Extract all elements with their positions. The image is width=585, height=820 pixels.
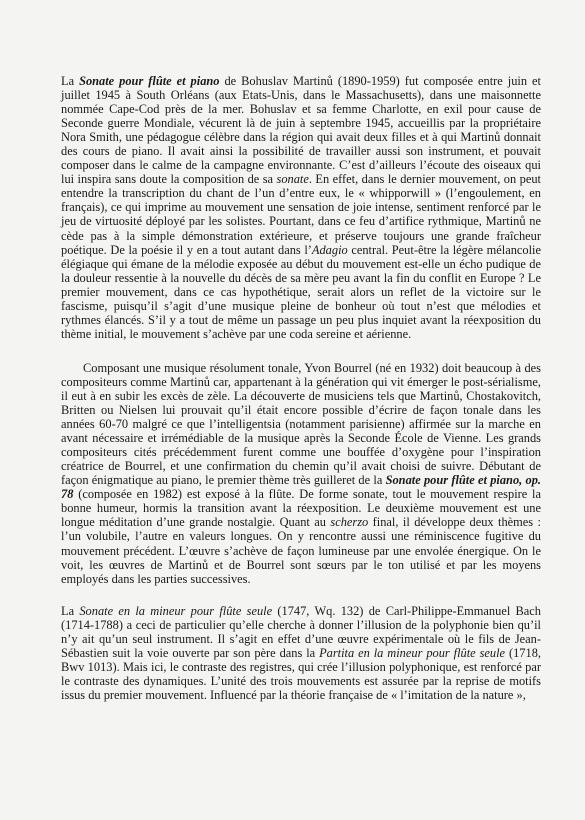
work-title-bach-sonata: Sonate en la mineur pour flûte seule (79, 603, 273, 618)
work-title-bach-partita: Partita en la mineur pour flûte seule (319, 645, 506, 660)
text-segment: de Bohuslav Martinů (1890-1959) fut composée entre juin et juillet 1945 à South Orléans (aux Etats-Unis, dans le Massachusetts), dans une maisonnette nommée Cape-Cod près de la mer. Bohuslav et sa femme Charlotte, en exil pour cause de Seconde guerre Mondiale, vécurent là de juin à septembre 1945, accueillis par la propriétaire Nora Smith, une pédagogue célèbre dans la région qui avait deux filles et à qui Martinů donnait des cours de piano. Il avait ainsi la possibilité de travailler aussi son instrument, et pouvait composer dans le calme de la campagne environnante. C’est d’ailleurs l’écoute des oiseaux qui lui inspira sans doute la composition de sa (61, 74, 541, 187)
text-segment: (composée en 1982) est exposé à la flûte. De forme sonate, tout le mouvement respire la bonne humeur, hormis la transition avant la réexposition. Le deuxième mouvement est une longue méditation d’une grande nostalgie. Quant au (61, 487, 541, 530)
text-segment: central. Peut-être la légère mélancolie élégiaque qui émane de la mélodie exposée au début du mouvement est-elle un écho pudique de la douleur ressentie à la nouvelle du décès de sa mère peu avant la fin du conflit en Europe ? Le premier mouvement, dans ce cas hypothétique, serait alors un reflet de la victoire sur le fascisme, puisqu’il s’agit d’une musique pleine de bonheur où tout n’est que mélodies et rythmes élancés. S’il y a tout de même un passage un peu plus inquiet avant la réexposition du thème initial, le mouvement s’achève par une coda sereine et aérienne. (61, 242, 541, 341)
work-title-martinu-sonata: Sonate pour flûte et piano (79, 74, 220, 88)
body-text (61, 74, 541, 702)
text-segment: final, il développe deux thèmes : l’un volubile, l’autre en valeurs longues. On y rencontre aussi une réminiscence fugitive du mouvement précédent. L’œuvre s’achève de façon lumineuse par une envolée énergique. On le voit, les œuvres de Martinů et de Bourrel sont sœurs par le ton utilisé et par les moyens employés dans les parties successives. (61, 515, 541, 586)
work-title-bourrel-sonata: Sonate pour flûte et piano, op. 78 (61, 473, 541, 502)
text-segment: . En effet, dans le dernier mouvement, on peut entendre la transcription du chant de l’un d’entre eux, le « whipporwill » (l’engoulement, en français), ce qui imprime au mouvement une sensation de joie intense, sentiment renforcé par le jeu de virtuosité déployé par les solistes. Pourtant, dans ce feu d’artifice rythmique, Martinů ne cède pas à la simple démonstration extérieure, et préserve toujours une grande fraîcheur poétique. De la poésie il y en a tout autant dans l’ (61, 172, 541, 257)
paragraph-martinu (61, 74, 541, 341)
text-segment: La (61, 74, 80, 88)
emphasis-sonate: sonate (276, 172, 309, 187)
emphasis-adagio: Adagio (311, 242, 348, 257)
paragraph-cpe-bach (61, 604, 541, 702)
text-segment: La (61, 603, 80, 618)
emphasis-scherzo: scherzo (330, 515, 369, 530)
text-segment: Composant une musique résolument tonale, Yvon Bourrel (né en 1932) doit beaucoup à des compositeurs comme Martinů car, appartenant à la génération qui vit émerger le post-sérialisme, il eut à en subir les excès de zèle. La découverte de musiciens tels que Martinů, Chostakovitch, Britten ou Nielsen lui prouvait qu’il était encore possible d’écrire de façon tonale dans les années 60-70 malgré ce que l’intelligentsia (notamment parisienne) affirmée sur la marche en avant nécessaire et irrémédiable de la musique après la Seconde École de Vienne. Les grands compositeurs cités précédemment furent comme une bouffée d’oxygène pour l’inspiration créatrice de Bourrel, et une confirmation du chemin qu’il avait choisi de suivre. Débutant de façon énigmatique au piano, le premier thème très guilleret de la (61, 360, 541, 488)
text-segment: (1718, Bwv 1013). Mais ici, le contraste des registres, qui crée l’illusion polyphonique, est renforcé par le contraste des dynamiques. L’unité des trois mouvements est assurée par la reprise de motifs issus du premier mouvement. Influencé par la théorie française de « l’imitation de la nature », (61, 645, 541, 702)
paragraph-bourrel (61, 361, 541, 586)
text-segment: (1747, Wq. 132) de Carl-Philippe-Emmanuel Bach (1714-1788) a ceci de particulier qu’elle cherche à donner l’illusion de la polyphonie bien qu’il n’y ait qu’un seul instrument. Il s’agit en effet d’une œuvre expérimentale où le fils de Jean-Sébastien suit la voie ouverte par son père dans la (61, 603, 541, 660)
